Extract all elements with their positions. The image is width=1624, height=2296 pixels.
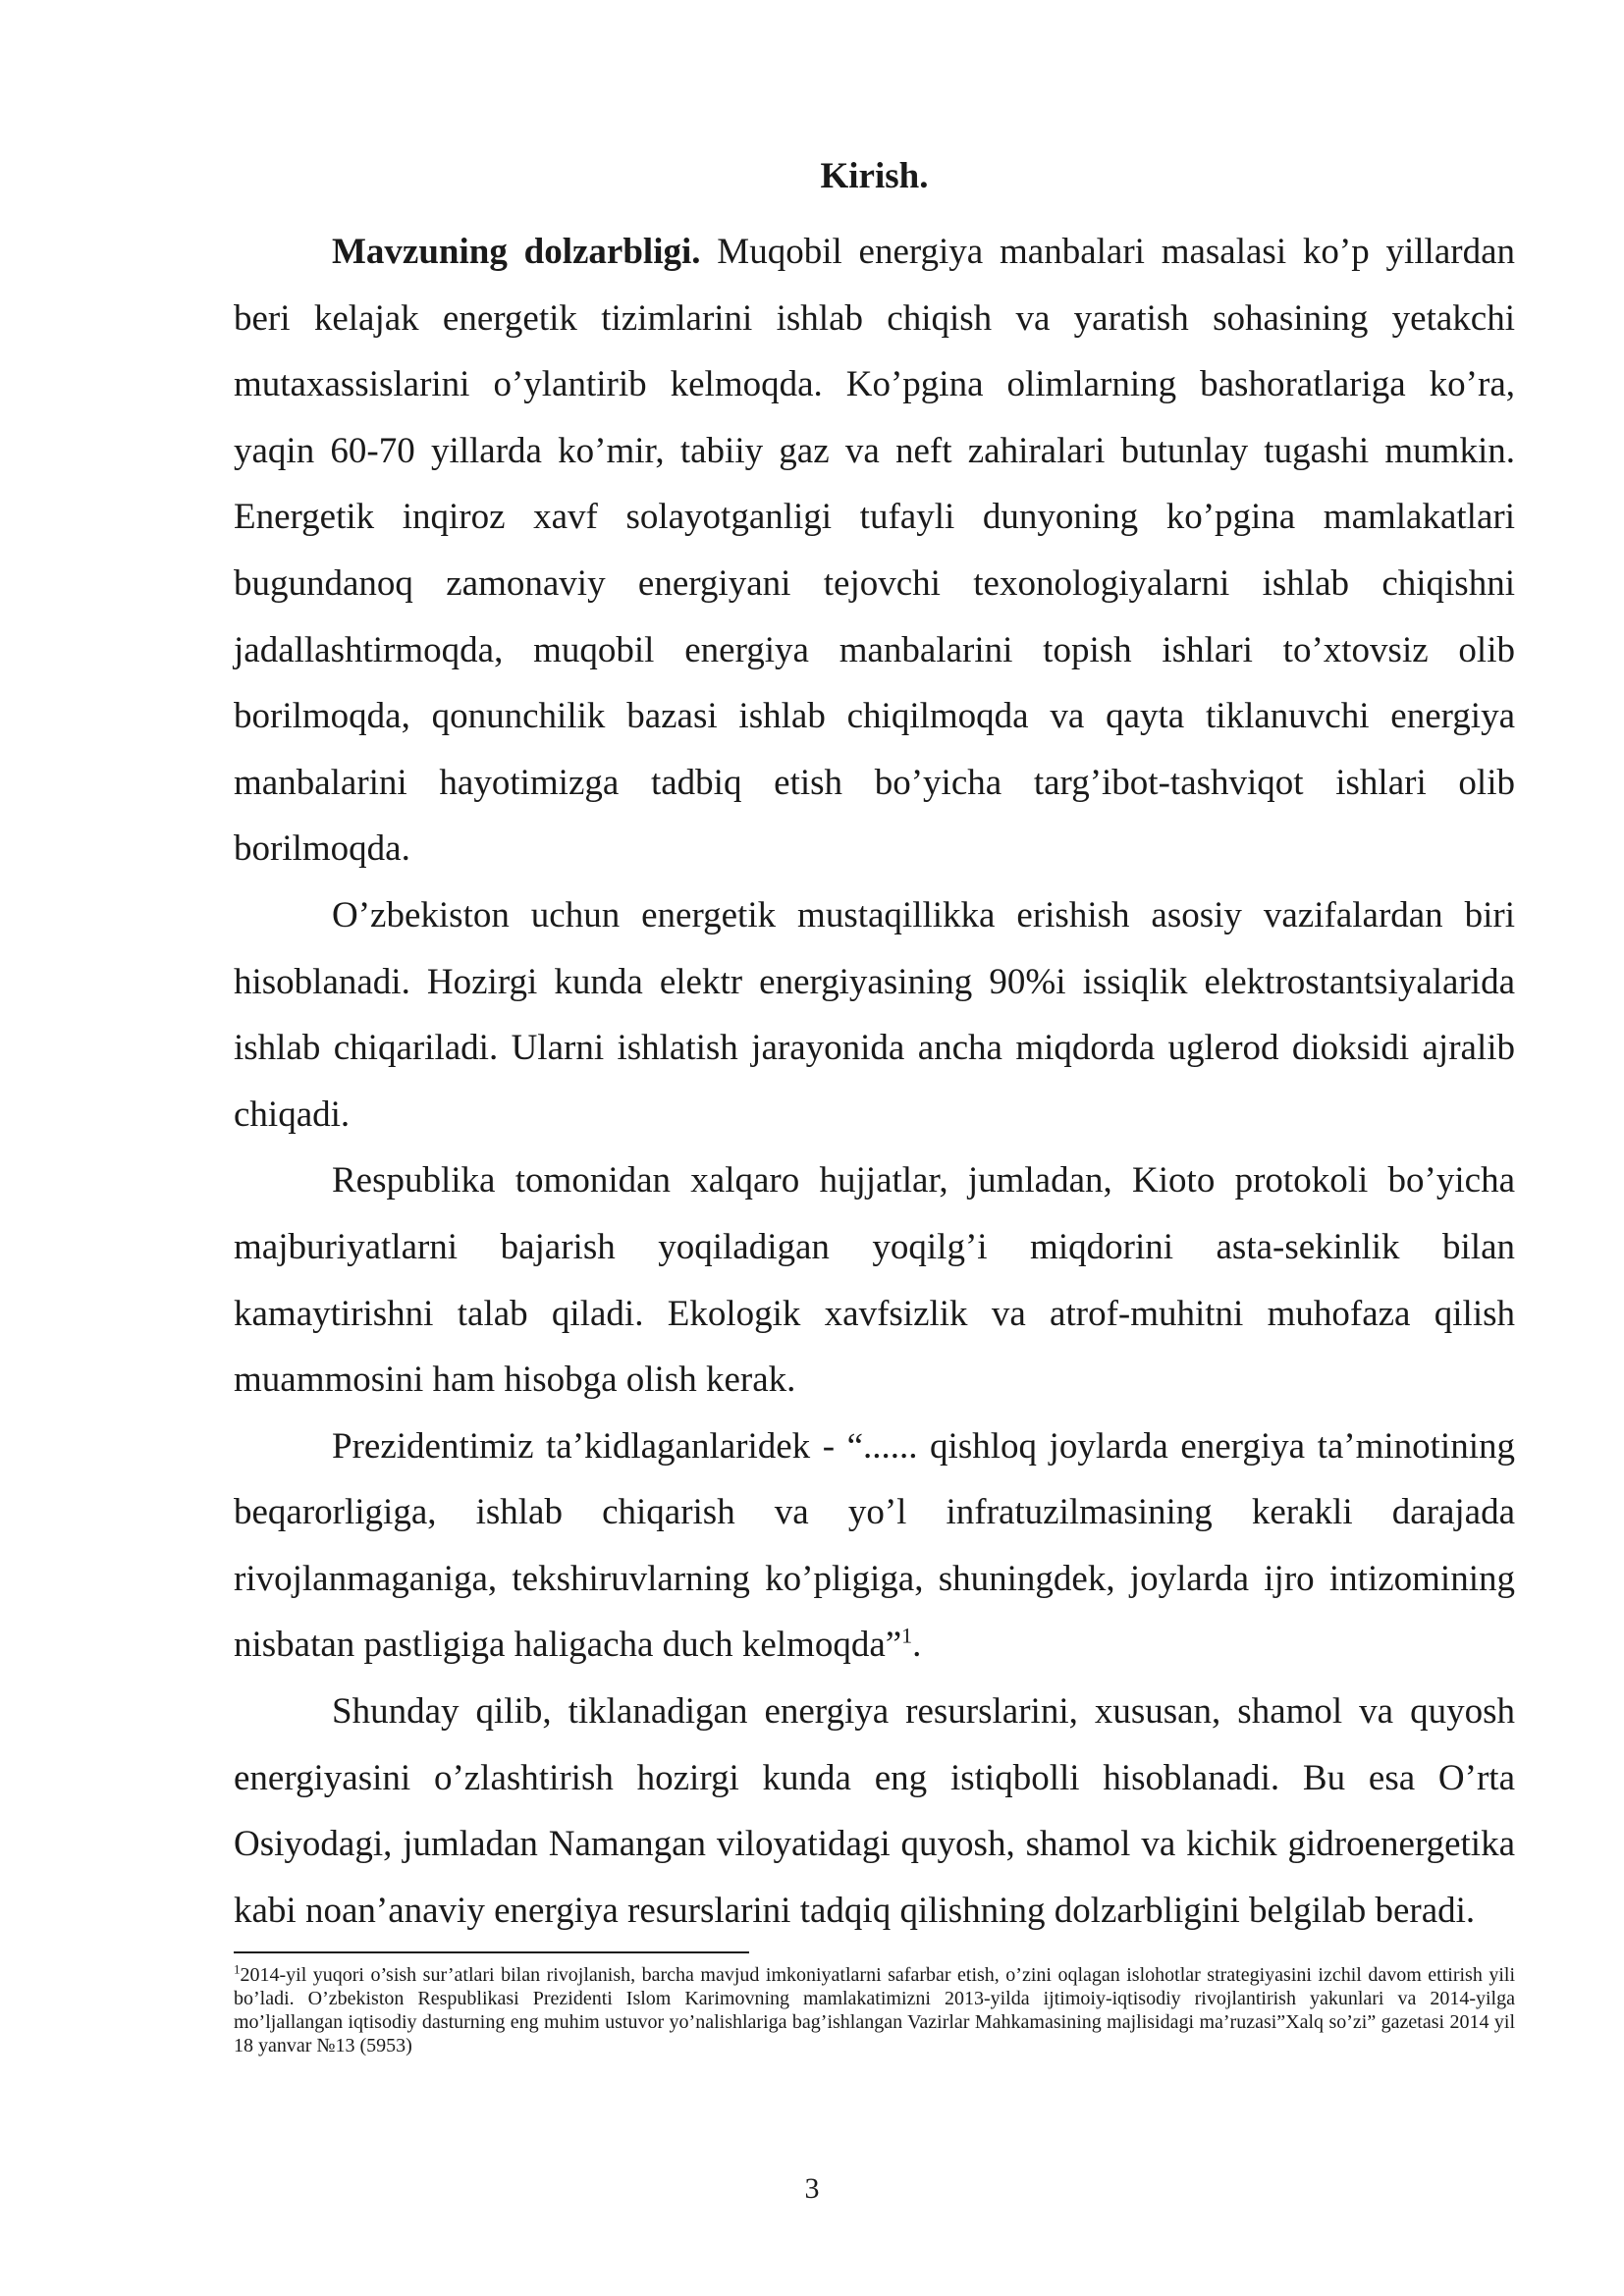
paragraph-relevance (234, 219, 1515, 882)
paragraph-conclusion (234, 1679, 1515, 1944)
footnote-mark: 1 (234, 1961, 241, 1977)
paragraph-kyoto-protocol (234, 1148, 1515, 1413)
paragraph-text: Respublika tomonidan xalqaro hujjatlar, jumladan, Kioto protokoli bo’yicha majburiyatlarni bajarish yoqiladigan yoqilg’i miqdorini asta-sekinlik bilan kamaytirishni talab qiladi. Ekologik xavfsizlik va atrof-muhitni muhofaza qilish muammosini ham hisobga olish kerak. (234, 1160, 1515, 1401)
paragraph-text: Prezidentimiz ta’kidlaganlaridek - “...... qishloq joylarda energiya ta’minotining beqarorligiga, ishlab chiqarish va yo’l infratuzilmasining kerakli darajada rivojlanmaganiga, tekshiruvlarning ko’pligiga, shuningdek, joylarda ijro intizomining nisbatan pastligiga haligacha duch kelmoqda” (234, 1425, 1515, 1666)
paragraph-text: Muqobil energiya manbalari masalasi ko’p yillardan beri kelajak energetik tizimlarini ishlab chiqish va yaratish sohasining yetakchi mutaxassislarini o’ylantirib kelmoqda. Ko’pgina olimlarning bashoratlariga ko’ra, yaqin 60-70 yillarda ko’mir, tabiiy gaz va neft zahiralari butunlay tugashi mumkin. Energetik inqiroz xavf solayotganligi tufayli dunyoning ko’pgina mamlakatlari bugundanoq zamonaviy energiyani tejovchi texonologiyalarni ishlab chiqishni jadallashtirmoqda, muqobil energiya manbalarini topish ishlari to’xtovsiz olib borilmoqda, qonunchilik bazasi ishlab chiqilmoqda va qayta tiklanuvchi energiya manbalarini hayotimizga tadbiq etish bo’yicha targ’ibot-tashviqot ishlari olib borilmoqda. (234, 232, 1515, 870)
page-number: 3 (804, 2172, 820, 2205)
footnote-reference[interactable]: 1 (901, 1624, 913, 1649)
paragraph-tail: . (912, 1625, 922, 1666)
paragraph-lead-bold: Mavzuning dolzarbligi. (332, 232, 701, 272)
paragraph-text: O’zbekiston uchun energetik mustaqillikka erishish asosiy vazifalardan biri hisoblanadi. Hozirgi kunda elektr energiyasining 90%i issiqlik elektrostantsiyalarida ishlab chiqariladi. Ularni ishlatish jarayonida ancha miqdorda uglerod dioksidi ajralib chiqadi. (234, 894, 1515, 1135)
footnote (234, 1963, 1515, 2057)
document-page (234, 152, 1515, 2057)
footnote-divider (234, 1951, 749, 1953)
paragraph-energy-independence (234, 882, 1515, 1148)
footnote-text: 2014-yil yuqori o’sish sur’atlari bilan rivojlanish, barcha mavjud imkoniyatlarni safarbar etish, o’zini oqlagan islohotlar strategiyasini izchil davom ettirish yili bo’ladi. O’zbekiston Respublikasi Prezidenti Islom Karimovning mamlakatimizni 2013-yilda ijtimoiy-iqtisodiy rivojlantirish yakunlari va 2014-yilga mo’ljallangan iqtisodiy dasturning eng muhim ustuvor yo’nalishlariga bag’ishlangan Vazirlar Mahkamasining majlisidagi ma’ruzasi”Xalq so’zi” gazetasi 2014 yil 18 yanvar №13 (5953) (234, 1964, 1515, 2057)
paragraph-text: Shunday qilib, tiklanadigan energiya resurslarini, xususan, shamol va quyosh energiyasini o’zlashtirish hozirgi kunda eng istiqbolli hisoblanadi. Bu esa O’rta Osiyodagi, jumladan Namangan viloyatidagi quyosh, shamol va kichik gidroenergetika kabi noan’anaviy energiya resurslarini tadqiq qilishning dolzarbligini belgilab beradi. (234, 1691, 1515, 1931)
section-heading: Kirish. (820, 156, 929, 196)
paragraph-president-quote (234, 1414, 1515, 1679)
